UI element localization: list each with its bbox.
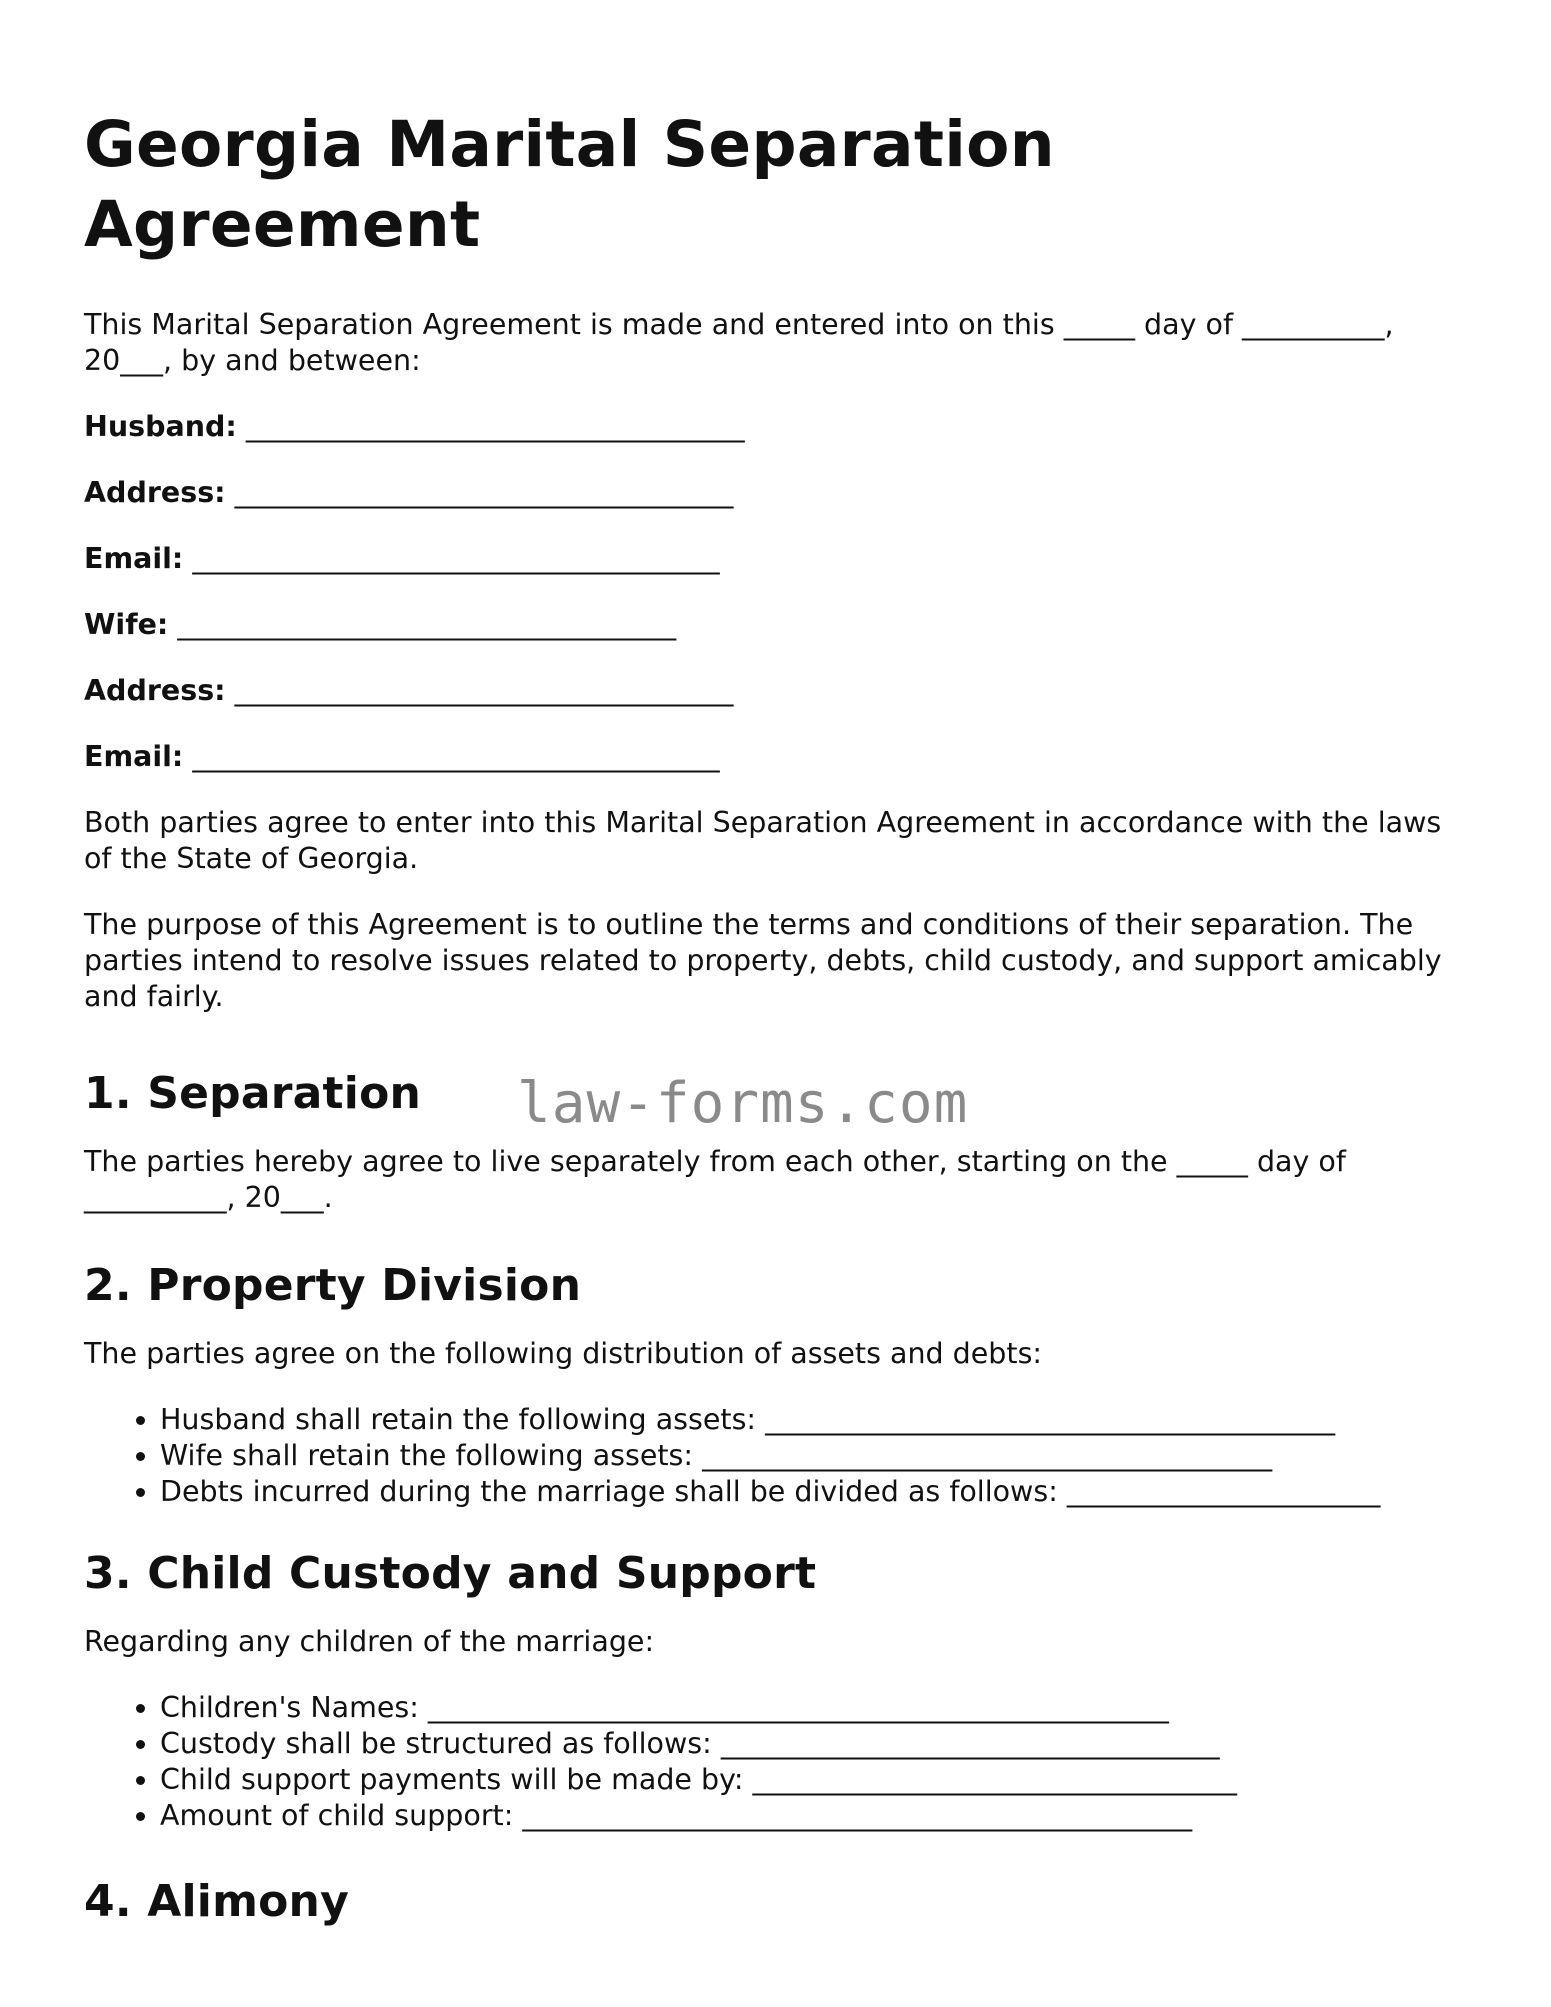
husband-email-field xyxy=(84,541,1464,577)
custody-text: Regarding any children of the marriage: xyxy=(84,1625,655,1658)
property-heading: 2. Property Division xyxy=(84,1260,582,1311)
document-title: Georgia Marital Separation Agreement xyxy=(84,108,1055,261)
custody-heading: 3. Child Custody and Support xyxy=(84,1548,817,1599)
wife-email-label: Email: xyxy=(84,740,184,773)
wife-address-field xyxy=(84,673,1464,709)
husband-field xyxy=(84,409,1464,445)
husband-address-label: Address: xyxy=(84,476,226,509)
wife-label: Wife: xyxy=(84,608,169,641)
list-item: • Children's Names: ____________________________________________________ xyxy=(160,1690,1464,1726)
property-list xyxy=(84,1402,1464,1510)
custody-list xyxy=(84,1690,1464,1834)
list-item: • Debts incurred during the marriage shall be divided as follows: ______________________ xyxy=(160,1474,1464,1510)
purpose-paragraph: The purpose of this Agreement is to outline the terms and conditions of their separation. The parties intend to resolve issues related to property, debts, child custody, and support amicably and fairly. xyxy=(84,908,1442,1013)
wife-email-field xyxy=(84,739,1464,775)
watermark: law-forms.com xyxy=(517,1071,969,1136)
wife-email-blank: _____________________________________ xyxy=(192,740,720,773)
husband-address-blank: ___________________________________ xyxy=(234,476,734,509)
separation-heading: 1. Separation xyxy=(84,1068,422,1119)
list-item: • Wife shall retain the following assets: ________________________________________ xyxy=(160,1438,1464,1474)
separation-section-header xyxy=(84,1057,1464,1136)
wife-field xyxy=(84,607,1464,643)
property-text: The parties agree on the following distribution of assets and debts: xyxy=(84,1337,1043,1370)
husband-label: Husband: xyxy=(84,410,237,443)
wife-address-blank: ___________________________________ xyxy=(234,674,734,707)
list-item: • Custody shall be structured as follows: ___________________________________ xyxy=(160,1726,1464,1762)
separation-text: The parties hereby agree to live separately from each other, starting on the _____ day of __________, 20___. xyxy=(84,1145,1346,1214)
husband-email-label: Email: xyxy=(84,542,184,575)
husband-email-blank: _____________________________________ xyxy=(192,542,720,575)
document-page xyxy=(84,105,1464,1930)
intro-paragraph: This Marital Separation Agreement is made and entered into on this _____ day of __________, 20___, by and between: xyxy=(84,308,1394,377)
husband-blank: ___________________________________ xyxy=(245,410,745,443)
list-item: • Husband shall retain the following assets: ________________________________________ xyxy=(160,1402,1464,1438)
husband-address-field xyxy=(84,475,1464,511)
list-item: • Amount of child support: _______________________________________________ xyxy=(160,1798,1464,1834)
wife-blank: ___________________________________ xyxy=(177,608,677,641)
alimony-heading: 4. Alimony xyxy=(84,1876,349,1927)
agreement-paragraph: Both parties agree to enter into this Marital Separation Agreement in accordance with the laws of the State of Georgia. xyxy=(84,806,1442,875)
wife-address-label: Address: xyxy=(84,674,226,707)
list-item: • Child support payments will be made by: __________________________________ xyxy=(160,1762,1464,1798)
